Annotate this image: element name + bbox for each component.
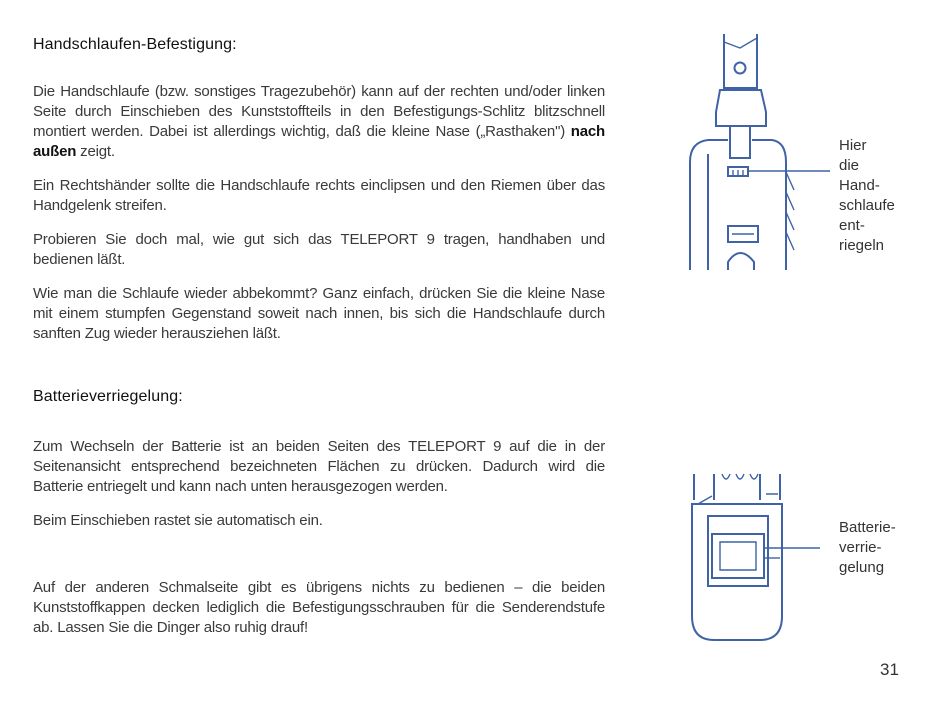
battery-paragraph-3: Auf der anderen Schmalseite gibt es übrigens nichts zu bedienen – die beiden Kunststoffkappen decken lediglich die Befestigungsschrauben für die Senderendstufe ab. Lassen Sie die Dinger also ruhig drauf! [33,579,605,636]
battery-label-line: Batterie- [839,519,896,536]
strap-paragraph-4: Wie man die Schlaufe wieder abbekommt? Ganz einfach, drücken Sie die kleine Nase mit einem stumpfen Gegenstand soweit nach innen, bis sich die Handschlaufe durch sanften Zug wieder herausziehen läßt. [33,285,605,342]
battery-paragraph-2: Beim Einschieben rastet sie automatisch ein. [33,512,323,529]
device-bottom-arch [728,253,754,270]
strap-loop [724,34,757,88]
device-top-details [698,494,778,504]
strap-paragraph-3: Probieren Sie doch mal, wie gut sich das TELEPORT 9 tragen, handhaben und bedienen läßt. [33,231,605,268]
device-top-inner [714,474,760,500]
battery-label-line: verrie- [839,539,882,556]
strap-clip-stem [730,126,750,158]
device-top-sides [694,474,780,500]
strap-loop-fold [724,38,757,48]
strap-paragraph-1-end: zeigt. [76,143,115,160]
strap-label-line: Hand- [839,177,880,194]
strap-label-line: Hier [839,137,867,154]
strap-release-illustration [680,30,830,280]
strap-clip [716,90,766,126]
battery-paragraph-1: Zum Wechseln der Batterie ist an beiden Seiten des TELEPORT 9 auf die in der Seitenansicht entsprechend bezeichneten Flächen zu drücken. Dadurch wird die Batterie entriegelt und kann nach unten herausgezogen werden. [33,438,605,495]
strap-section-heading: Handschlaufen-Befestigung: [33,36,237,53]
device-body-right [752,140,786,270]
side-grip-ridges [786,172,794,250]
strap-paragraph-1 [33,82,605,162]
strap-label-line: die [839,157,860,174]
battery-section-heading: Batterieverriegelung: [33,388,183,405]
battery-lock-inner [720,542,756,570]
battery-lock-illustration [680,470,830,650]
strap-paragraph-2: Ein Rechtshänder sollte die Handschlaufe rechts einclipsen und den Riemen über das Handgelenk streifen. [33,177,605,214]
strap-label-line: riegeln [839,237,885,254]
battery-label-line: gelung [839,559,885,576]
strap-eyelet [735,63,746,74]
strap-label-line: ent- [839,217,865,234]
battery-compartment [708,516,768,586]
strap-paragraph-1-bold: nach außen [33,123,605,160]
strap-label-line: schlaufe [839,197,895,214]
device-top-caps [722,474,758,479]
strap-release-label [839,136,895,256]
strap-paragraph-1-text: Die Handschlaufe (bzw. sonstiges Tragezubehör) kann auf der rechten und/oder linken Seite durch Einschieben des Kunststoffteils in den Befestigungs-Schlitz blitzschnell montiert werden. Dabei ist allerdings wichtig, daß die kleine Nase („Rasthaken") [33,83,605,140]
page-number: 31 [880,660,899,679]
battery-lock-label [839,518,896,578]
